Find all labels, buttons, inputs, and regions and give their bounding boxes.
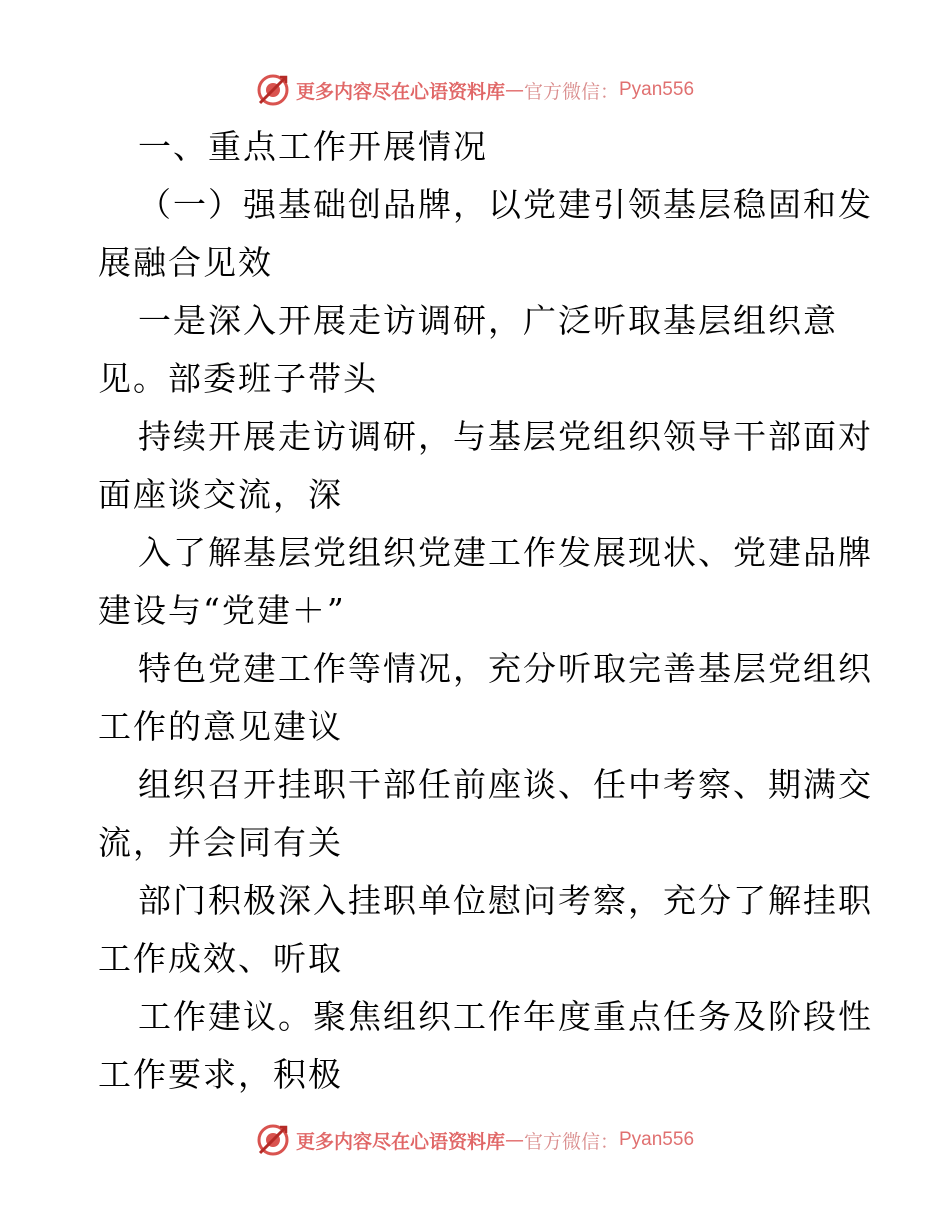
watermark-logo-icon: [256, 73, 290, 107]
watermark-wechat-id: Pyan556: [619, 1129, 695, 1150]
text-line: 部门积极深入挂职单位慰问考察，充分了解挂职: [138, 881, 873, 920]
subsection-heading: （一）强基础创品牌，以党建引领基层稳固和发: [138, 185, 873, 224]
text-line: 入了解基层党组织党建工作发展现状、党建品牌: [138, 533, 873, 572]
text-line: 见。部委班子带头: [98, 359, 378, 398]
text-line: 面座谈交流，深: [98, 475, 343, 514]
text-line: 工作成效、听取: [98, 939, 343, 978]
watermark-sub-text: 官方微信：: [523, 80, 619, 103]
text-line: 流，并会同有关: [98, 823, 343, 862]
text-line: 特色党建工作等情况，充分听取完善基层党组织: [138, 649, 873, 688]
watermark-main-text: 更多内容尽在心语资料库: [295, 80, 505, 103]
section-heading: 一、重点工作开展情况: [138, 127, 488, 166]
watermark-dash: —: [504, 79, 524, 101]
text-line: 组织召开挂职干部任前座谈、任中考察、期满交: [138, 765, 873, 804]
text-line: 持续开展走访调研，与基层党组织领导干部面对: [138, 417, 873, 456]
text-line: 一是深入开展走访调研，广泛听取基层组织意: [138, 301, 838, 340]
watermark-main-text: 更多内容尽在心语资料库: [295, 1130, 505, 1153]
document-body: [98, 118, 873, 1104]
text-line: 工作建议。聚焦组织工作年度重点任务及阶段性: [138, 997, 873, 1036]
watermark-logo-icon: [256, 1123, 290, 1157]
watermark-footer: [0, 1120, 950, 1160]
watermark-sub-text: 官方微信：: [523, 1130, 619, 1153]
watermark-wechat-id: Pyan556: [619, 79, 695, 100]
watermark-header: [0, 70, 950, 110]
text-line: 工作要求，积极: [98, 1055, 343, 1094]
text-line: 工作的意见建议: [98, 707, 343, 746]
text-line: 建设与“党建＋”: [98, 591, 346, 630]
subsection-heading-cont: 展融合见效: [98, 243, 273, 282]
watermark-dash: —: [504, 1129, 524, 1151]
